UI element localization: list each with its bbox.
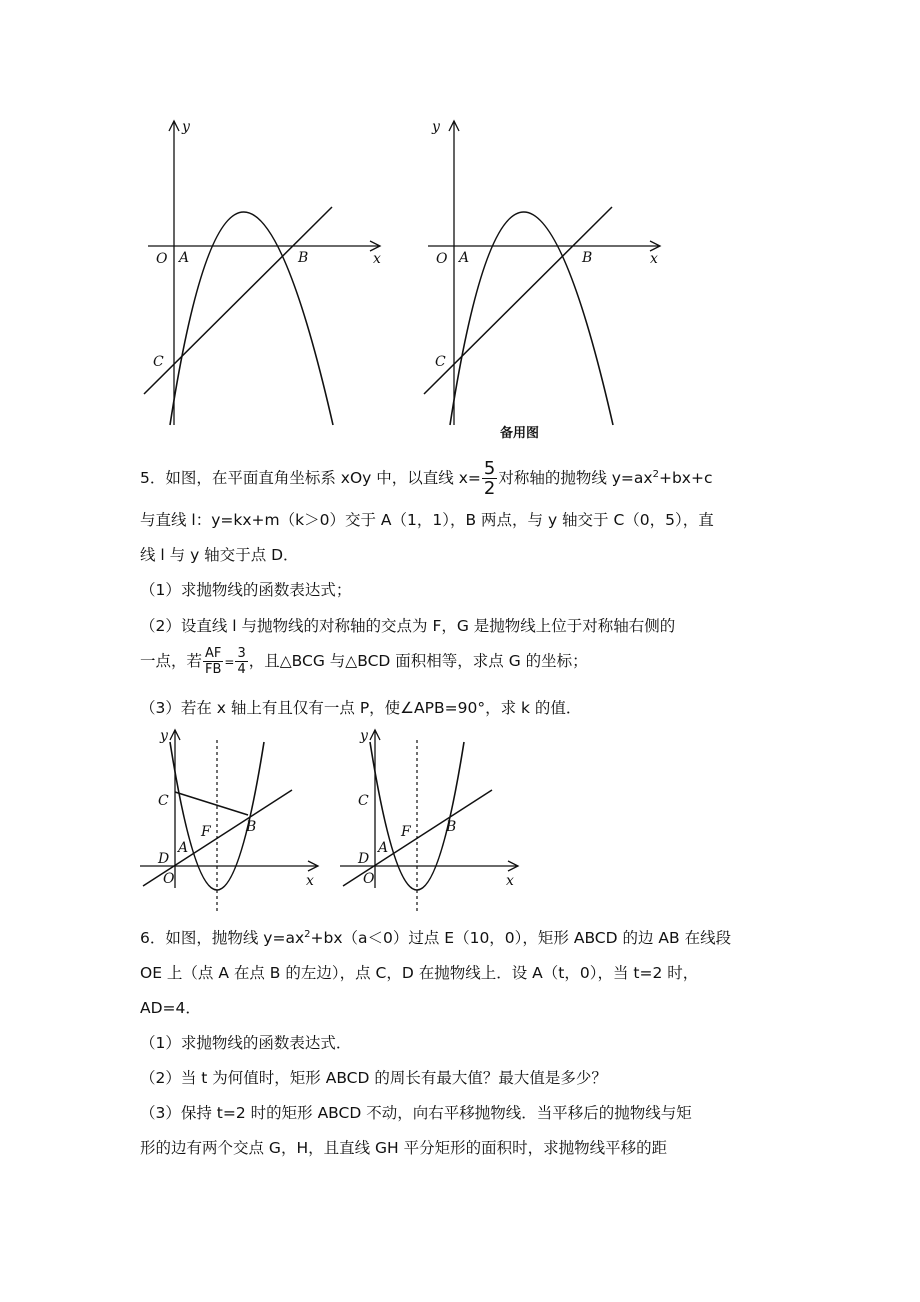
label-y: y — [160, 728, 168, 744]
label-b: B — [582, 250, 593, 266]
problem-6-q3-line-2: 形的边有两个交点 G，H，且直线 GH 平分矩形的面积时，求抛物线平移的距 — [140, 1139, 668, 1157]
label-a: A — [378, 840, 389, 856]
label-y: y — [360, 728, 368, 744]
problem-5-q1: （1）求抛物线的函数表达式； — [140, 581, 352, 599]
label-b: B — [446, 819, 457, 835]
fraction-3-over-4: $\frac{3}{4}$ — [237, 646, 246, 677]
problem-6-line-2: OE 上（点 A 在点 B 的左边），点 C，D 在抛物线上．设 A（t，0），当 t=2 时， — [140, 964, 699, 982]
label-d: D — [358, 851, 370, 867]
figure-1 — [140, 115, 390, 430]
label-o: O — [363, 871, 375, 887]
label-c: C — [158, 793, 169, 809]
segment-cb — [175, 792, 248, 815]
problem-5-q2-line-2: 一点，若 $\frac{AF}{FB}$ = $\frac{3}{4}$ ，且△BCG 与△BCD 面积相等，求点 G 的坐标； — [140, 646, 588, 677]
problem-5-line-2: 与直线 l：y=kx+m（k＞0）交于 A（1，1），B 两点，与 y 轴交于 C（0，5），直 — [140, 511, 714, 529]
fraction-5-over-2: $\frac{5}{2}$ — [483, 458, 496, 499]
figure-4 — [335, 722, 530, 917]
problem-5-q3: （3）若在 x 轴上有且仅有一点 P，使∠APB=90°，求 k 的值． — [140, 699, 582, 717]
label-f: F — [201, 824, 211, 840]
label-c: C — [358, 793, 369, 809]
line-bc — [424, 207, 612, 394]
label-x: x — [373, 251, 381, 267]
label-o: O — [436, 251, 448, 267]
label-b: B — [246, 819, 257, 835]
problem-6-q2: （2）当 t 为何值时，矩形 ABCD 的周长有最大值？最大值是多少？ — [140, 1069, 607, 1087]
label-x: x — [650, 251, 658, 267]
problem-5-q2-line-1: （2）设直线 l 与抛物线的对称轴的交点为 F，G 是抛物线上位于对称轴右侧的 — [140, 617, 676, 635]
label-o: O — [156, 251, 168, 267]
label-b: B — [298, 250, 309, 266]
label-c: C — [153, 354, 164, 370]
label-a: A — [459, 250, 470, 266]
problem-5-line-3: 线 l 与 y 轴交于点 D． — [140, 546, 299, 564]
label-c: C — [435, 354, 446, 370]
label-f: F — [401, 824, 411, 840]
label-x: x — [306, 873, 314, 889]
figure-3 — [135, 722, 330, 917]
fraction-af-fb: $\frac{AF}{FB}$ — [205, 646, 222, 677]
label-y: y — [182, 119, 190, 135]
label-y: y — [432, 119, 440, 135]
label-a: A — [179, 250, 190, 266]
label-a: A — [178, 840, 189, 856]
line-bc — [144, 207, 332, 394]
parabola — [170, 212, 333, 425]
figure-caption: 备用图 — [500, 426, 540, 441]
problem-5-line-1: 5．如图，在平面直角坐标系 xOy 中，以直线 x= $\frac{5}{2}$ 对称轴的抛物线 $y=ax^2+bx+c$ — [140, 458, 713, 499]
label-o: O — [163, 871, 175, 887]
label-d: D — [158, 851, 170, 867]
problem-6-line-3: AD=4． — [140, 999, 201, 1017]
problem-6-line-1: 6．如图，抛物线 $y=ax^2+bx(a<0)$过点 E（10，0），矩形 ABCD 的边 AB 在线段 — [140, 928, 732, 947]
parabola — [450, 212, 613, 425]
label-x: x — [506, 873, 514, 889]
problem-6-q1: （1）求抛物线的函数表达式． — [140, 1034, 352, 1052]
problem-6-q3-line-1: （3）保持 t=2 时的矩形 ABCD 不动，向右平移抛物线．当平移后的抛物线与矩 — [140, 1104, 692, 1122]
figure-2 — [420, 115, 670, 445]
